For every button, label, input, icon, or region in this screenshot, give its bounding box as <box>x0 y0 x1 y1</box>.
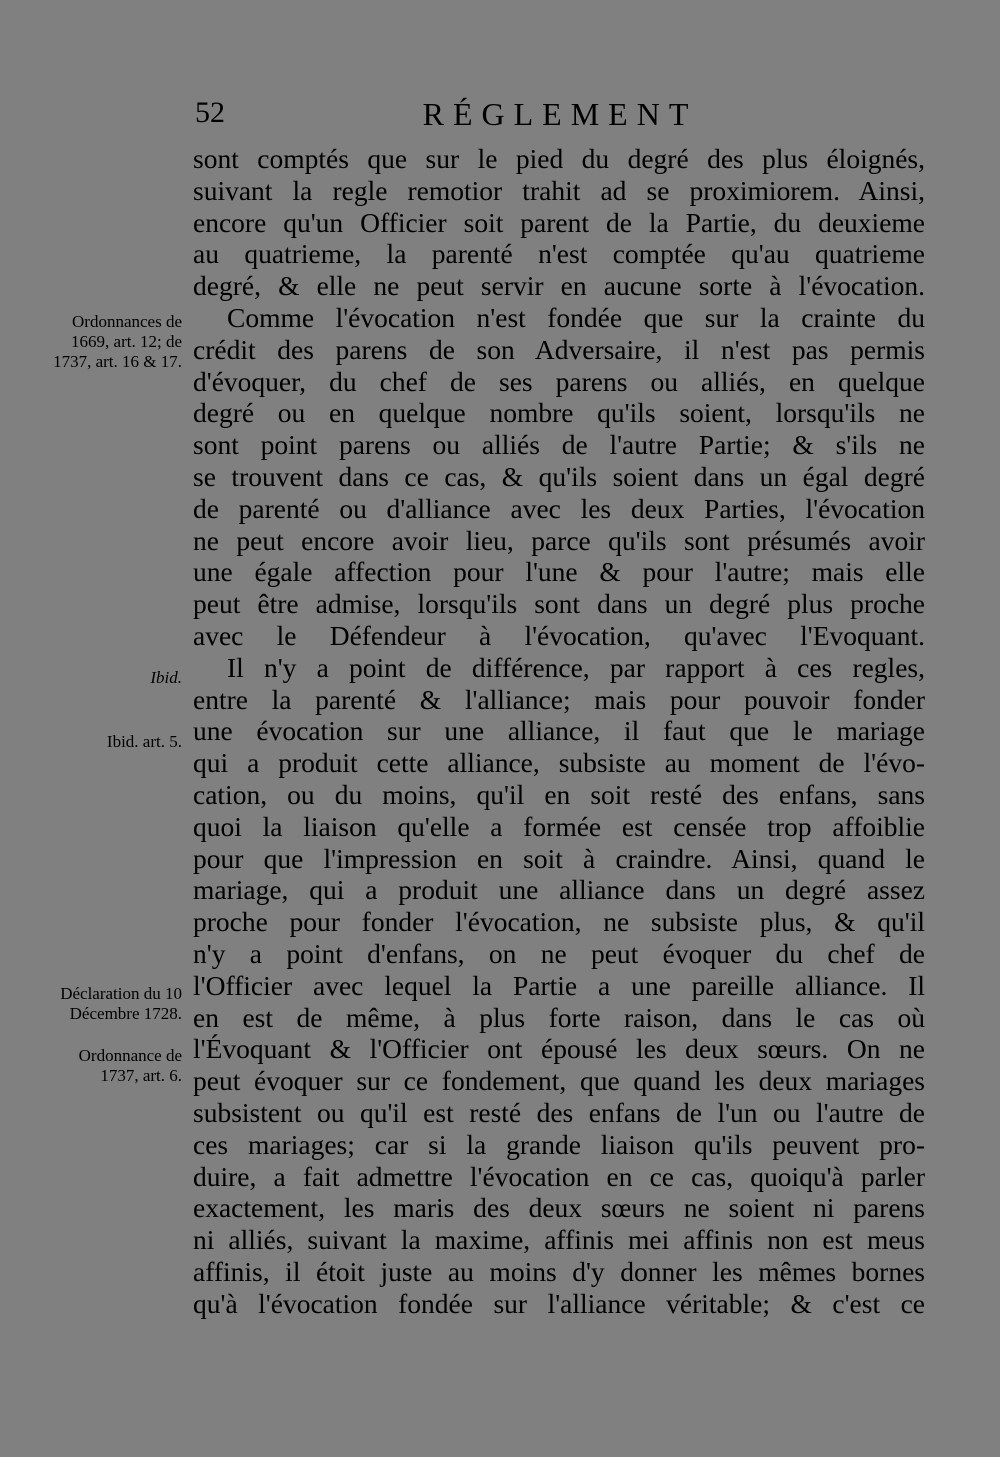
text-line: qu'à l'évocation fondée sur l'alliance véritable; & c'est ce <box>193 1287 925 1319</box>
page-number: 52 <box>195 96 225 129</box>
text-line: pour que l'impression en soit à craindre. Ainsi, quand le <box>193 842 925 874</box>
page-header <box>195 96 925 140</box>
text-line: mariage, qui a produit une alliance dans un degré assez <box>193 874 925 906</box>
text-line: peut être admise, lorsqu'ils sont dans un degré plus proche <box>193 588 925 620</box>
text-line: qui a produit cette alliance, subsiste au moment de l'évo- <box>193 747 925 779</box>
text-line: ne peut encore avoir lieu, parce qu'ils sont présumés avoir <box>193 524 925 556</box>
text-line: encore qu'un Officier soit parent de la Partie, du deuxieme <box>193 206 925 238</box>
text-line: cation, ou du moins, qu'il en soit resté des enfans, sans <box>193 778 925 810</box>
text-line: duire, a fait admettre l'évocation en ce cas, quoiqu'à parler <box>193 1160 925 1192</box>
text-line: en est de même, à plus forte raison, dans le cas où <box>193 1001 925 1033</box>
text-line: une égale affection pour l'une & pour l'autre; mais elle <box>193 556 925 588</box>
text-line: quoi la liaison qu'elle a formée est censée trop affoiblie <box>193 810 925 842</box>
text-line: ces mariages; car si la grande liaison qu'ils peuvent pro- <box>193 1128 925 1160</box>
text-line: degré ou en quelque nombre qu'ils soient, lorsqu'ils ne <box>193 397 925 429</box>
text-line: Comme l'évocation n'est fondée que sur la crainte du <box>227 301 925 333</box>
text-line: se trouvent dans ce cas, & qu'ils soient dans un égal degré <box>193 460 925 492</box>
text-line: d'évoquer, du chef de ses parens ou alliés, en quelque <box>193 365 925 397</box>
running-title: RÉGLEMENT <box>422 96 698 132</box>
text-line: suivant la regle remotior trahit ad se proximiorem. Ainsi, <box>193 174 925 206</box>
text-line: de parenté ou d'alliance avec les deux Parties, l'évocation <box>193 492 925 524</box>
text-line: l'Évoquant & l'Officier ont épousé les deux sœurs. On ne <box>193 1033 925 1065</box>
text-line: subsistent ou qu'il est resté des enfans de l'un ou l'autre de <box>193 1096 925 1128</box>
margin-note-ibid: Ibid. <box>150 668 182 687</box>
text-line: Il n'y a point de différence, par rapport à ces regles, <box>227 651 925 683</box>
text-line: crédit des parens de son Adversaire, il n'est pas permis <box>193 333 925 365</box>
text-line: peut évoquer sur ce fondement, que quand les deux mariages <box>193 1065 925 1097</box>
text-line: au quatrieme, la parenté n'est comptée qu'au quatrieme <box>193 238 925 270</box>
text-line: une évocation sur une alliance, il faut que le mariage <box>193 715 925 747</box>
text-line: l'Officier avec lequel la Partie a une pareille alliance. Il <box>193 969 925 1001</box>
text-line: affinis, il étoit juste au moins d'y donner les mêmes bornes <box>193 1255 925 1287</box>
text-line: degré, & elle ne peut servir en aucune sorte à l'évocation. <box>193 270 925 302</box>
text-line: proche pour fonder l'évocation, ne subsiste plus, & qu'il <box>193 906 925 938</box>
margin-notes <box>0 0 190 1457</box>
text-line: n'y a point d'enfans, on ne peut évoquer du chef de <box>193 937 925 969</box>
margin-note-ordonnances: Ordonnances de 1669, art. 12; de 1737, art. 16 & 17. <box>53 312 182 371</box>
text-line: sont point parens ou alliés de l'autre Partie; & s'ils ne <box>193 429 925 461</box>
margin-note-declaration: Déclaration du 10 Décembre 1728. <box>60 984 182 1023</box>
text-line: entre la parenté & l'alliance; mais pour pouvoir fonder <box>193 683 925 715</box>
margin-note-ordonnance: Ordonnance de 1737, art. 6. <box>78 1046 182 1085</box>
body-text <box>193 143 925 1319</box>
text-line: avec le Défendeur à l'évocation, qu'avec l'Evoquant. <box>193 619 925 651</box>
margin-note-ibid-art: Ibid. art. 5. <box>106 732 182 751</box>
text-line: sont comptés que sur le pied du degré des plus éloignés, <box>193 143 925 174</box>
text-line: ni alliés, suivant la maxime, affinis mei affinis non est meus <box>193 1224 925 1256</box>
text-line: exactement, les maris des deux sœurs ne soient ni parens <box>193 1192 925 1224</box>
